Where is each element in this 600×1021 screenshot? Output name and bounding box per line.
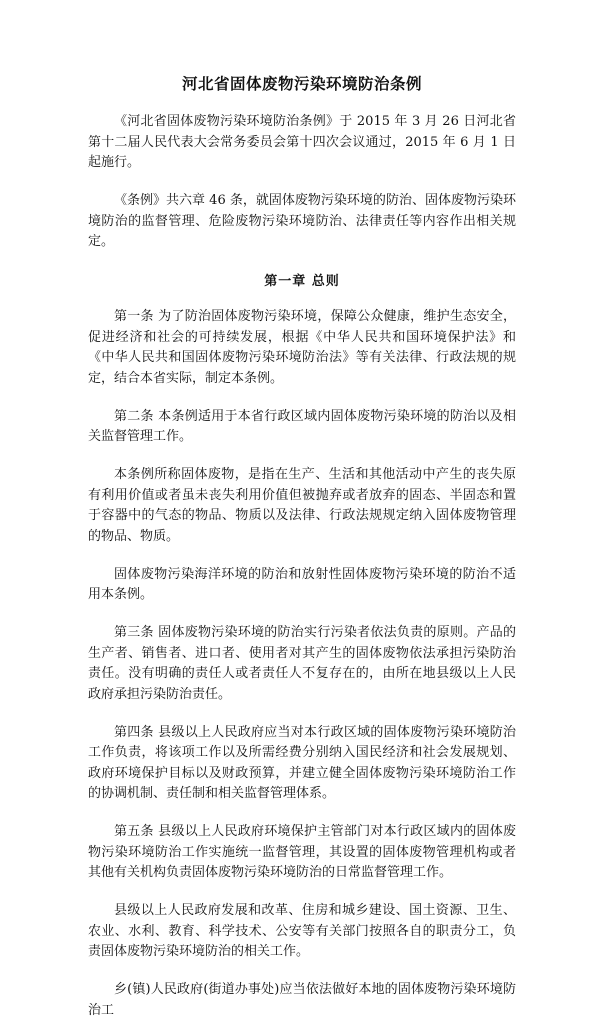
article-paragraph: 第二条 本条例适用于本省行政区域内固体废物污染环境的防治以及相关监督管理工作。 xyxy=(88,408,516,444)
intro-paragraph: 《河北省固体废物污染环境防治条例》于 2015 年 3 月 26 日河北省第十二届人民代表大会常务委员会第十四次会议通过，2015 年 6 月 1 日起施行。 xyxy=(88,114,516,170)
article-paragraph: 第三条 固体废物污染环境的防治实行污染者依法负责的原则。产品的生产者、销售者、进口者、使用者对其产生的固体废物依法承担污染防治责任。没有明确的责任人或者责任人不复存在的，由所在地县级以上人民政府承担污染防治责任。 xyxy=(88,625,516,702)
chapter-heading: 第一章 总则 xyxy=(264,274,340,289)
article-paragraph: 第四条 县级以上人民政府应当对本行政区域的固体废物污染环境防治工作负责，将该项工作以及所需经费分别纳入国民经济和社会发展规划、政府环境保护目标以及财政预算，并建立健全固体废物污染环境防治工作的协调机制、责任制和相关监督管理体系。 xyxy=(88,724,516,801)
article-paragraph: 乡(镇)人民政府(街道办事处)应当依法做好本地的固体废物污染环境防治工 xyxy=(88,982,516,1018)
document-title: 河北省固体废物污染环境防治条例 xyxy=(181,75,422,93)
intro-paragraph: 《条例》共六章 46 条，就固体废物污染环境的防治、固体废物污染环境防治的监督管理、危险废物污染环境防治、法律责任等内容作出相关规定。 xyxy=(88,193,516,249)
article-paragraph: 县级以上人民政府发展和改革、住房和城乡建设、国土资源、卫生、农业、水利、教育、科学技术、公安等有关部门按照各自的职责分工，负责固体废物污染环境防治的相关工作。 xyxy=(88,903,516,959)
article-paragraph: 第一条 为了防治固体废物污染环境，保障公众健康，维护生态安全，促进经济和社会的可持续发展，根据《中华人民共和国环境保护法》和《中华人民共和国固体废物污染环境防治法》等有关法律、行政法规的规定，结合本省实际，制定本条例。 xyxy=(88,309,516,386)
document-page xyxy=(88,72,516,1021)
article-paragraph: 第五条 县级以上人民政府环境保护主管部门对本行政区域内的固体废物污染环境防治工作实施统一监督管理，其设置的固体废物管理机构或者其他有关机构负责固体废物污染环境防治的日常监督管理工作。 xyxy=(88,824,516,880)
article-paragraph: 固体废物污染海洋环境的防治和放射性固体废物污染环境的防治不适用本条例。 xyxy=(88,566,516,602)
article-paragraph: 本条例所称固体废物，是指在生产、生活和其他活动中产生的丧失原有利用价值或者虽未丧失利用价值但被抛弃或者放弃的固态、半固态和置于容器中的气态的物品、物质以及法律、行政法规规定纳入固体废物管理的物品、物质。 xyxy=(88,467,516,544)
